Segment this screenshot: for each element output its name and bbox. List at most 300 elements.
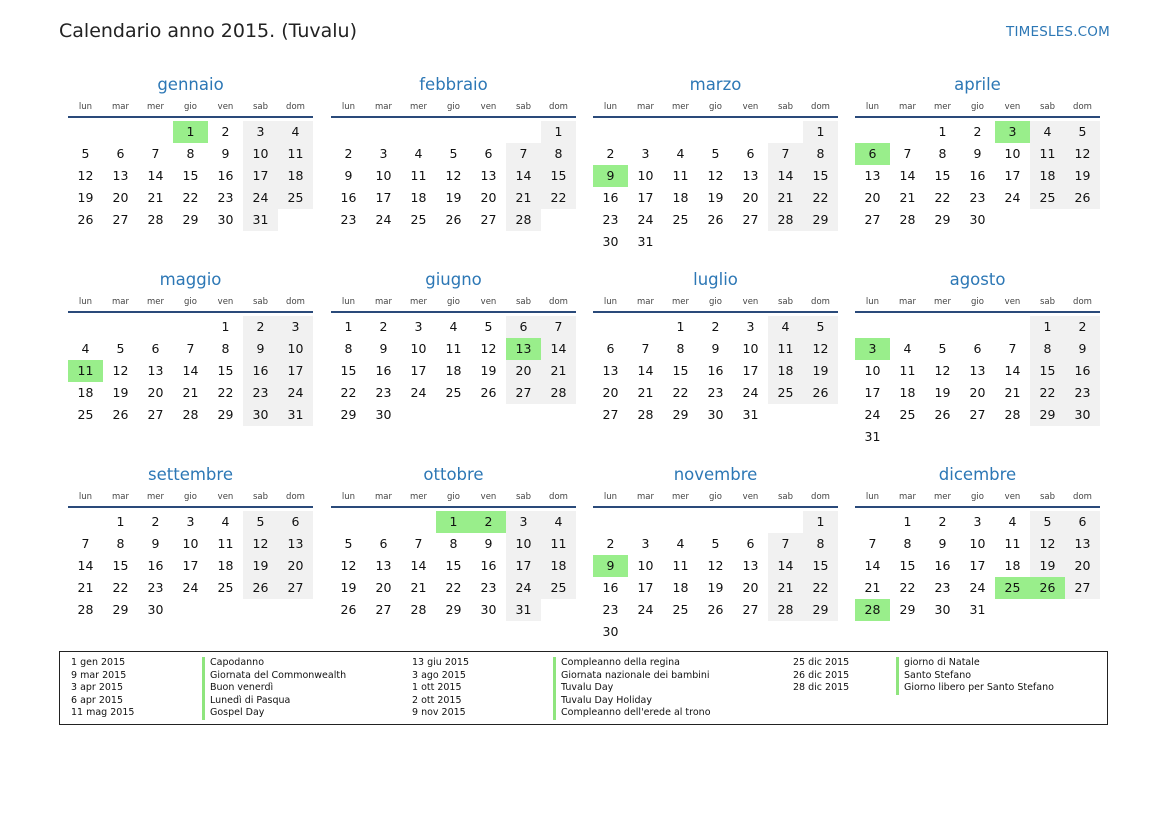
page-title: Calendario anno 2015. (Tuvalu)	[59, 20, 357, 42]
day-cell: 26	[803, 382, 838, 404]
day-cell: 2	[151, 514, 160, 529]
day-cell: 8	[344, 341, 353, 356]
day-cell: 10	[243, 143, 278, 165]
day-cell: 17	[1004, 168, 1021, 183]
day-cell: 21	[864, 580, 881, 595]
day-cell: 9	[344, 168, 353, 183]
legend-date: 25 dic 2015	[793, 657, 850, 668]
empty-cell	[733, 511, 768, 533]
weekday-header	[68, 490, 313, 504]
weekday-label: mar	[112, 102, 129, 112]
weekday-label: lun	[865, 297, 880, 307]
day-cell: 31	[637, 234, 654, 249]
day-cell: 22	[803, 577, 838, 599]
legend-date: 9 mar 2015	[71, 669, 127, 681]
day-cell: 4	[449, 319, 458, 334]
weekday-label: ven	[217, 492, 234, 502]
weekday-label: sab	[777, 297, 794, 307]
day-cell: 14	[506, 165, 541, 187]
weekday-label: dom	[286, 492, 305, 502]
day-cell: 11	[672, 168, 689, 183]
day-cell: 22	[1030, 382, 1065, 404]
day-cell: 2	[379, 319, 388, 334]
day-cell: 6	[606, 341, 615, 356]
weekday-header	[855, 295, 1100, 309]
weekday-label: mer	[146, 102, 164, 112]
day-cell: 27	[742, 212, 759, 227]
day-cell: 28	[899, 212, 916, 227]
day-cell: 27	[742, 602, 759, 617]
day-cell: 12	[445, 168, 462, 183]
day-cell: 1	[803, 511, 838, 533]
weekday-label: mar	[899, 297, 916, 307]
month-marzo	[593, 73, 838, 253]
day-cell: 19	[707, 190, 724, 205]
day-cell: 17	[637, 190, 654, 205]
day-cell: 25	[278, 187, 313, 209]
day-cell: 16	[243, 360, 278, 382]
weekday-label: mar	[112, 492, 129, 502]
day-cell: 3	[379, 146, 388, 161]
weekday-label: mer	[409, 297, 427, 307]
day-cell: 25	[1030, 187, 1065, 209]
day-cell: 20	[602, 385, 619, 400]
day-cell: 24	[637, 602, 654, 617]
month-agosto	[855, 268, 1100, 448]
empty-cell	[138, 121, 173, 143]
day-cell: 9	[484, 536, 493, 551]
day-cell: 28	[147, 212, 164, 227]
day-cell: 14	[637, 363, 654, 378]
day-cell: 15	[112, 558, 129, 573]
weekday-label: gio	[447, 102, 460, 112]
day-cell: 20	[278, 555, 313, 577]
day-cell: 14	[147, 168, 164, 183]
weekday-label: gio	[184, 297, 197, 307]
day-cell: 15	[934, 168, 951, 183]
day-grid	[855, 313, 1100, 448]
day-cell: 19	[112, 385, 129, 400]
day-cell: 10	[375, 168, 392, 183]
day-cell: 15	[899, 558, 916, 573]
day-cell: 26	[112, 407, 129, 422]
day-cell: 21	[77, 580, 94, 595]
legend-date: 3 ago 2015	[412, 669, 466, 681]
day-cell: 27	[506, 382, 541, 404]
day-cell: 11	[1030, 143, 1065, 165]
month-title: maggio	[159, 270, 222, 289]
day-cell: 17	[243, 165, 278, 187]
day-cell: 11	[768, 338, 803, 360]
day-cell: 10	[864, 363, 881, 378]
day-cell: 24	[742, 385, 759, 400]
weekday-label: ven	[1004, 492, 1021, 502]
weekday-label: gio	[971, 492, 984, 502]
day-cell: 27	[969, 407, 986, 422]
day-cell: 23	[707, 385, 724, 400]
legend-holiday-name: Tuvalu Day	[553, 682, 711, 695]
day-cell: 19	[803, 360, 838, 382]
day-cell: 3	[641, 146, 650, 161]
weekday-label: dom	[286, 102, 305, 112]
day-cell: 31	[864, 429, 881, 444]
day-cell: 31	[969, 602, 986, 617]
day-cell: 5	[1030, 511, 1065, 533]
weekday-label: dom	[286, 297, 305, 307]
day-cell: 21	[410, 580, 427, 595]
day-cell: 18	[445, 363, 462, 378]
day-grid	[855, 508, 1100, 621]
month-giugno	[331, 268, 576, 426]
day-cell: 17	[506, 555, 541, 577]
day-cell: 3	[278, 316, 313, 338]
day-cell: 22	[672, 385, 689, 400]
empty-cell	[68, 511, 103, 533]
day-cell: 5	[484, 319, 493, 334]
day-cell: 5	[711, 536, 720, 551]
day-cell: 19	[707, 580, 724, 595]
day-cell: 8	[449, 536, 458, 551]
day-cell: 26	[445, 212, 462, 227]
day-cell: 4	[1030, 121, 1065, 143]
day-cell: 16	[340, 190, 357, 205]
weekday-label: lun	[341, 297, 356, 307]
day-cell: 11	[541, 533, 576, 555]
day-cell: 7	[768, 533, 803, 555]
day-cell: 1	[344, 319, 353, 334]
weekday-header	[331, 295, 576, 309]
day-cell: 16	[375, 363, 392, 378]
day-cell: 25	[445, 385, 462, 400]
site-link[interactable]: TIMESLES.COM	[1006, 24, 1110, 40]
day-cell: 2	[606, 146, 615, 161]
day-cell: 20	[112, 190, 129, 205]
day-cell: 17	[182, 558, 199, 573]
empty-cell	[663, 511, 698, 533]
day-cell: 13	[602, 363, 619, 378]
day-cell: 7	[1008, 341, 1017, 356]
day-cell: 18	[77, 385, 94, 400]
weekday-label: gio	[709, 492, 722, 502]
empty-cell	[68, 316, 103, 338]
month-title: ottobre	[423, 465, 484, 484]
empty-cell	[593, 511, 628, 533]
day-cell: 5	[243, 511, 278, 533]
day-cell: 10	[410, 341, 427, 356]
day-cell: 13	[375, 558, 392, 573]
day-cell: 8	[541, 143, 576, 165]
weekday-label: lun	[865, 492, 880, 502]
day-cell: 30	[375, 407, 392, 422]
empty-cell	[103, 316, 138, 338]
day-cell: 21	[182, 385, 199, 400]
day-cell: 5	[81, 146, 90, 161]
holiday-day-cell: 28	[855, 599, 890, 621]
day-cell: 28	[506, 209, 541, 231]
day-cell: 1	[938, 124, 947, 139]
day-cell: 2	[973, 124, 982, 139]
empty-cell	[103, 121, 138, 143]
weekday-label: lun	[603, 492, 618, 502]
legend-dates-column	[71, 657, 134, 720]
holiday-day-cell: 2	[471, 511, 506, 533]
day-cell: 24	[278, 382, 313, 404]
weekday-label: mer	[409, 102, 427, 112]
month-gennaio	[68, 73, 313, 231]
day-cell: 21	[506, 187, 541, 209]
holiday-day-cell: 3	[995, 121, 1030, 143]
empty-cell	[436, 121, 471, 143]
day-cell: 26	[707, 212, 724, 227]
month-dicembre	[855, 463, 1100, 621]
day-cell: 15	[803, 165, 838, 187]
day-cell: 18	[217, 558, 234, 573]
weekday-label: mer	[671, 102, 689, 112]
legend-date: 13 giu 2015	[412, 657, 469, 668]
day-cell: 11	[1004, 536, 1021, 551]
day-cell: 16	[934, 558, 951, 573]
day-cell: 6	[151, 341, 160, 356]
day-cell: 20	[480, 190, 497, 205]
day-cell: 22	[541, 187, 576, 209]
day-cell: 22	[803, 187, 838, 209]
day-cell: 12	[707, 558, 724, 573]
day-cell: 15	[541, 165, 576, 187]
day-cell: 16	[969, 168, 986, 183]
day-cell: 1	[903, 514, 912, 529]
month-febbraio	[331, 73, 576, 231]
day-cell: 7	[868, 536, 877, 551]
day-cell: 31	[243, 209, 278, 231]
day-cell: 5	[344, 536, 353, 551]
weekday-label: sab	[252, 102, 269, 112]
day-cell: 9	[221, 146, 230, 161]
day-cell: 27	[375, 602, 392, 617]
month-settembre	[68, 463, 313, 621]
holiday-day-cell: 25	[995, 577, 1030, 599]
day-cell: 5	[449, 146, 458, 161]
holiday-day-cell: 11	[68, 360, 103, 382]
weekday-label: gio	[184, 102, 197, 112]
weekday-label: lun	[603, 102, 618, 112]
day-cell: 6	[484, 146, 493, 161]
day-cell: 21	[899, 190, 916, 205]
day-cell: 4	[676, 146, 685, 161]
day-cell: 4	[81, 341, 90, 356]
day-cell: 8	[186, 146, 195, 161]
weekday-label: ven	[1004, 102, 1021, 112]
day-cell: 22	[934, 190, 951, 205]
weekday-label: sab	[515, 297, 532, 307]
weekday-label: dom	[811, 492, 830, 502]
day-cell: 27	[112, 212, 129, 227]
day-cell: 28	[182, 407, 199, 422]
day-cell: 5	[711, 146, 720, 161]
day-cell: 18	[899, 385, 916, 400]
weekday-header	[331, 100, 576, 114]
day-cell: 7	[186, 341, 195, 356]
day-cell: 28	[77, 602, 94, 617]
weekday-label: ven	[480, 297, 497, 307]
empty-cell	[628, 121, 663, 143]
day-cell: 2	[1065, 316, 1100, 338]
day-cell: 29	[112, 602, 129, 617]
empty-cell	[401, 511, 436, 533]
day-grid	[331, 313, 576, 426]
weekday-label: sab	[1039, 297, 1056, 307]
weekday-label: gio	[971, 102, 984, 112]
weekday-label: sab	[1039, 102, 1056, 112]
weekday-label: mer	[146, 492, 164, 502]
weekday-label: sab	[515, 102, 532, 112]
day-cell: 19	[77, 190, 94, 205]
day-cell: 25	[410, 212, 427, 227]
day-cell: 7	[81, 536, 90, 551]
weekday-label: mer	[933, 297, 951, 307]
day-cell: 16	[1065, 360, 1100, 382]
day-cell: 30	[243, 404, 278, 426]
weekday-label: mar	[112, 297, 129, 307]
weekday-label: dom	[811, 297, 830, 307]
day-cell: 19	[1030, 555, 1065, 577]
day-cell: 3	[186, 514, 195, 529]
day-cell: 20	[375, 580, 392, 595]
empty-cell	[855, 121, 890, 143]
weekday-label: mer	[933, 492, 951, 502]
day-cell: 20	[742, 190, 759, 205]
weekday-label: dom	[549, 102, 568, 112]
day-cell: 30	[707, 407, 724, 422]
day-cell: 8	[221, 341, 230, 356]
weekday-label: mer	[933, 102, 951, 112]
day-cell: 8	[803, 143, 838, 165]
day-cell: 23	[217, 190, 234, 205]
day-cell: 15	[1030, 360, 1065, 382]
day-cell: 5	[803, 316, 838, 338]
day-cell: 27	[602, 407, 619, 422]
day-cell: 2	[344, 146, 353, 161]
empty-cell	[173, 316, 208, 338]
weekday-label: mar	[637, 102, 654, 112]
day-cell: 1	[803, 121, 838, 143]
day-cell: 12	[112, 363, 129, 378]
day-cell: 12	[1065, 143, 1100, 165]
day-cell: 27	[1065, 577, 1100, 599]
day-cell: 26	[707, 602, 724, 617]
day-cell: 23	[147, 580, 164, 595]
day-cell: 27	[864, 212, 881, 227]
holiday-day-cell: 1	[436, 511, 471, 533]
day-cell: 17	[278, 360, 313, 382]
holiday-day-cell: 9	[593, 555, 628, 577]
day-cell: 25	[899, 407, 916, 422]
day-cell: 17	[410, 363, 427, 378]
day-cell: 18	[768, 360, 803, 382]
empty-cell	[925, 316, 960, 338]
day-cell: 6	[278, 511, 313, 533]
day-cell: 18	[672, 580, 689, 595]
day-cell: 4	[221, 514, 230, 529]
day-cell: 15	[182, 168, 199, 183]
empty-cell	[331, 121, 366, 143]
day-cell: 24	[864, 407, 881, 422]
day-cell: 4	[278, 121, 313, 143]
weekday-label: ven	[480, 102, 497, 112]
legend-date: 1 ott 2015	[412, 682, 462, 693]
day-cell: 19	[934, 385, 951, 400]
day-cell: 23	[602, 602, 619, 617]
day-cell: 28	[1004, 407, 1021, 422]
legend-date: 6 apr 2015	[71, 694, 124, 706]
day-cell: 30	[934, 602, 951, 617]
empty-cell	[138, 316, 173, 338]
day-cell: 26	[1065, 187, 1100, 209]
day-cell: 5	[938, 341, 947, 356]
day-cell: 23	[602, 212, 619, 227]
day-cell: 18	[541, 555, 576, 577]
day-cell: 10	[278, 338, 313, 360]
day-cell: 8	[803, 533, 838, 555]
day-grid	[855, 118, 1100, 231]
day-cell: 19	[445, 190, 462, 205]
day-cell: 31	[278, 404, 313, 426]
day-cell: 14	[768, 165, 803, 187]
day-cell: 9	[1065, 338, 1100, 360]
day-grid	[593, 313, 838, 426]
legend-holiday-name: Tuvalu Day Holiday	[553, 695, 711, 708]
weekday-label: dom	[549, 297, 568, 307]
day-cell: 16	[147, 558, 164, 573]
day-cell: 17	[864, 385, 881, 400]
day-cell: 10	[742, 341, 759, 356]
weekday-label: gio	[447, 492, 460, 502]
day-cell: 23	[340, 212, 357, 227]
weekday-label: ven	[1004, 297, 1021, 307]
legend-holiday-name: Giorno libero per Santo Stefano	[896, 682, 1054, 695]
empty-cell	[855, 316, 890, 338]
month-luglio	[593, 268, 838, 426]
weekday-label: sab	[777, 102, 794, 112]
day-cell: 22	[182, 190, 199, 205]
day-cell: 27	[278, 577, 313, 599]
day-cell: 26	[934, 407, 951, 422]
weekday-label: ven	[217, 102, 234, 112]
day-cell: 26	[77, 212, 94, 227]
empty-cell	[855, 511, 890, 533]
day-cell: 20	[969, 385, 986, 400]
empty-cell	[768, 121, 803, 143]
empty-cell	[506, 121, 541, 143]
day-cell: 11	[410, 168, 427, 183]
day-grid	[68, 313, 313, 426]
weekday-label: dom	[1073, 102, 1092, 112]
empty-cell	[401, 121, 436, 143]
day-cell: 2	[711, 319, 720, 334]
day-cell: 14	[541, 338, 576, 360]
day-grid	[68, 508, 313, 621]
month-ottobre	[331, 463, 576, 621]
legend-dates-column	[412, 657, 469, 720]
day-grid	[331, 118, 576, 231]
day-cell: 13	[480, 168, 497, 183]
legend-date: 2 ott 2015	[412, 694, 462, 706]
day-cell: 6	[1065, 511, 1100, 533]
weekday-label: gio	[709, 297, 722, 307]
weekday-label: mer	[409, 492, 427, 502]
day-cell: 7	[414, 536, 423, 551]
day-cell: 4	[1008, 514, 1017, 529]
day-cell: 12	[1030, 533, 1065, 555]
